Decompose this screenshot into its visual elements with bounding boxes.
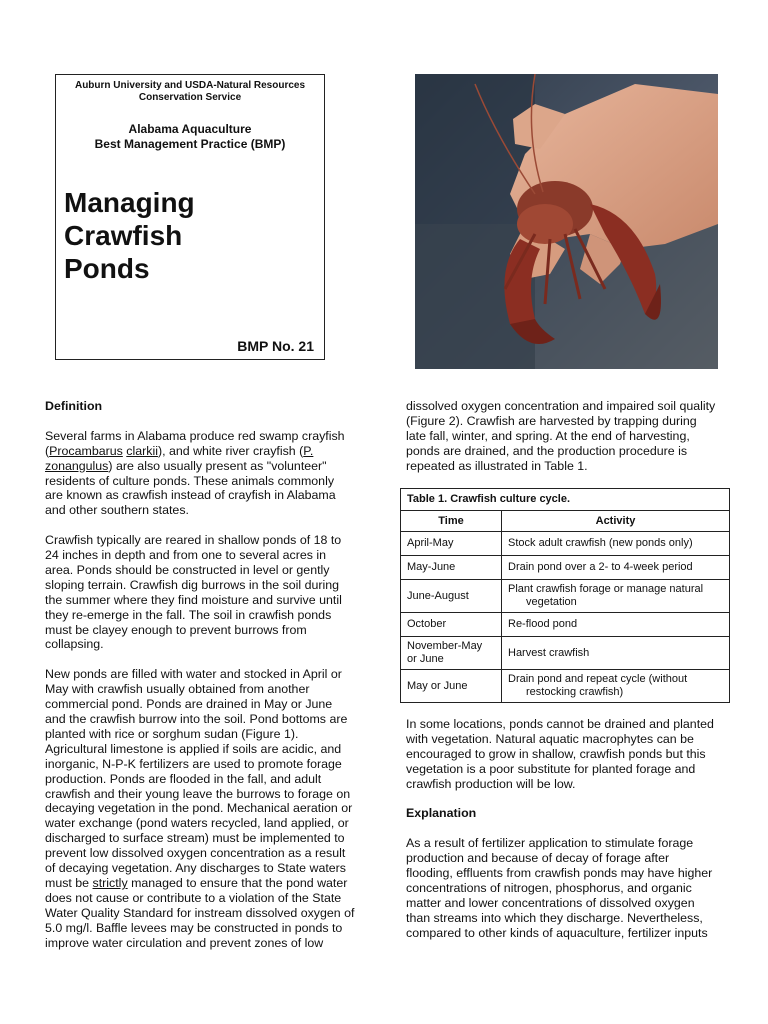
table-row bbox=[401, 613, 730, 637]
table-cell-time: November-May or June bbox=[401, 637, 502, 670]
title-line-2: Crawfish bbox=[64, 220, 183, 251]
table-row bbox=[401, 580, 730, 613]
table-cell-time: May or June bbox=[401, 670, 502, 703]
table-row bbox=[401, 670, 730, 703]
table-row bbox=[401, 556, 730, 580]
paragraph-ponds: Crawfish typically are reared in shallow ponds of 18 to 24 inches in depth and from one to several acres in area. Ponds should be constructed in level or gently sloping terrain. Crawfish dig burrows in the soil during the summer where they find moisture and survive until they re-emerge in the fall. The soil in crawfish ponds must be clayey enough to prevent burrows from collapsing. bbox=[45, 533, 342, 652]
table-cell-activity: Plant crawfish forage or manage natural vegetation bbox=[502, 580, 730, 613]
table-cell-time: May-June bbox=[401, 556, 502, 580]
bmp-number: BMP No. 21 bbox=[237, 338, 314, 354]
paragraph-stocking: New ponds are filled with water and stocked in April or May with crawfish usually obtained from another commercial pond. Ponds are drained in May or June and the crawfish burrow into the soil. Pond bottoms are planted with rice or sorghum sudan (Figure 1). Agricultural limestone is applied if soils are acidic, and inorganic, N-P-K fertilizers are used to promote forage production. Ponds are flooded in the fall, and adult crawfish and their young leave the burrows to forage on decaying vegetation in the pond. Mechanical aeration or water exchange (pond waters recycled, land applied, or discharged to surface stream) must be implemented to prevent low dissolved oxygen concentration as a result of decaying vegetation. Any discharges to State waters must be strictly managed to ensure that the pond water does not cause or contribute to a violation of the State Water Quality Standard for instream dissolved oxygen of 5.0 mg/l. Baffle levees may be constructed in ponds to improve water circulation and prevent zones of low bbox=[45, 667, 355, 950]
table-cell-activity: Stock adult crawfish (new ponds only) bbox=[502, 532, 730, 556]
organization-name bbox=[56, 80, 324, 104]
table-cell-activity: Drain pond and repeat cycle (without restocking crawfish) bbox=[502, 670, 730, 703]
table-cell-activity: Re-flood pond bbox=[502, 613, 730, 637]
crawfish-photo-illustration bbox=[415, 74, 718, 369]
table-caption: Table 1. Crawfish culture cycle. bbox=[401, 489, 730, 511]
table-header-time: Time bbox=[401, 511, 502, 532]
table-cell-activity: Drain pond over a 2- to 4-week period bbox=[502, 556, 730, 580]
right-column-top bbox=[406, 399, 728, 474]
document-title bbox=[64, 186, 195, 285]
org-line-2: Conservation Service bbox=[138, 92, 242, 103]
section-heading-definition: Definition bbox=[45, 399, 103, 413]
table-cell-activity: Harvest crawfish bbox=[502, 637, 730, 670]
title-line-3: Ponds bbox=[64, 253, 150, 284]
table-row bbox=[401, 532, 730, 556]
title-line-1: Managing bbox=[64, 187, 195, 218]
title-box bbox=[55, 74, 325, 360]
table-header-activity: Activity bbox=[502, 511, 730, 532]
program-name bbox=[56, 122, 324, 152]
table-cell-time: October bbox=[401, 613, 502, 637]
paragraph-macrophytes: In some locations, ponds cannot be drained and planted with vegetation. Natural aquatic macrophytes can be encouraged to grow in shallow, crawfish ponds but this vegetation is a poor substitute for planted forage and crawfish production will be low. bbox=[406, 717, 714, 791]
program-line-2: Best Management Practice (BMP) bbox=[94, 137, 286, 151]
paragraph-harvest: dissolved oxygen concentration and impaired soil quality (Figure 2). Crawfish are harvested by trapping during late fall, winter, and spring. At the end of harvesting, ponds are drained, and the production procedure is repeated as illustrated in Table 1. bbox=[406, 399, 716, 473]
table-row bbox=[401, 637, 730, 670]
table-cell-time: April-May bbox=[401, 532, 502, 556]
crawfish-photo bbox=[415, 74, 718, 369]
paragraph-species: Several farms in Alabama produce red swamp crayfish (Procambarus clarkii), and white river crayfish (P. zonangulus) are also usually present as "volunteer" residents of culture ponds. These animals commonly are known as crawfish instead of crayfish in Alabama and other southern states. bbox=[45, 428, 345, 518]
section-heading-explanation: Explanation bbox=[406, 806, 477, 821]
paragraph-effluents: As a result of fertilizer application to stimulate forage production and because of decay of forage after flooding, effluents from crawfish ponds may have higher concentrations of nitrogen, phosphorus, and organic matter and lower concentrations of dissolved oxygen than streams into which they discharge. Nevertheless, compared to other kinds of aquaculture, fertilizer inputs bbox=[406, 836, 713, 940]
org-line-1: Auburn University and USDA-Natural Resources bbox=[74, 80, 306, 91]
program-line-1: Alabama Aquaculture bbox=[128, 122, 252, 136]
table-cell-time: June-August bbox=[401, 580, 502, 613]
crawfish-culture-cycle-table bbox=[400, 488, 730, 703]
left-column bbox=[45, 399, 365, 950]
right-column-bottom bbox=[406, 717, 728, 941]
